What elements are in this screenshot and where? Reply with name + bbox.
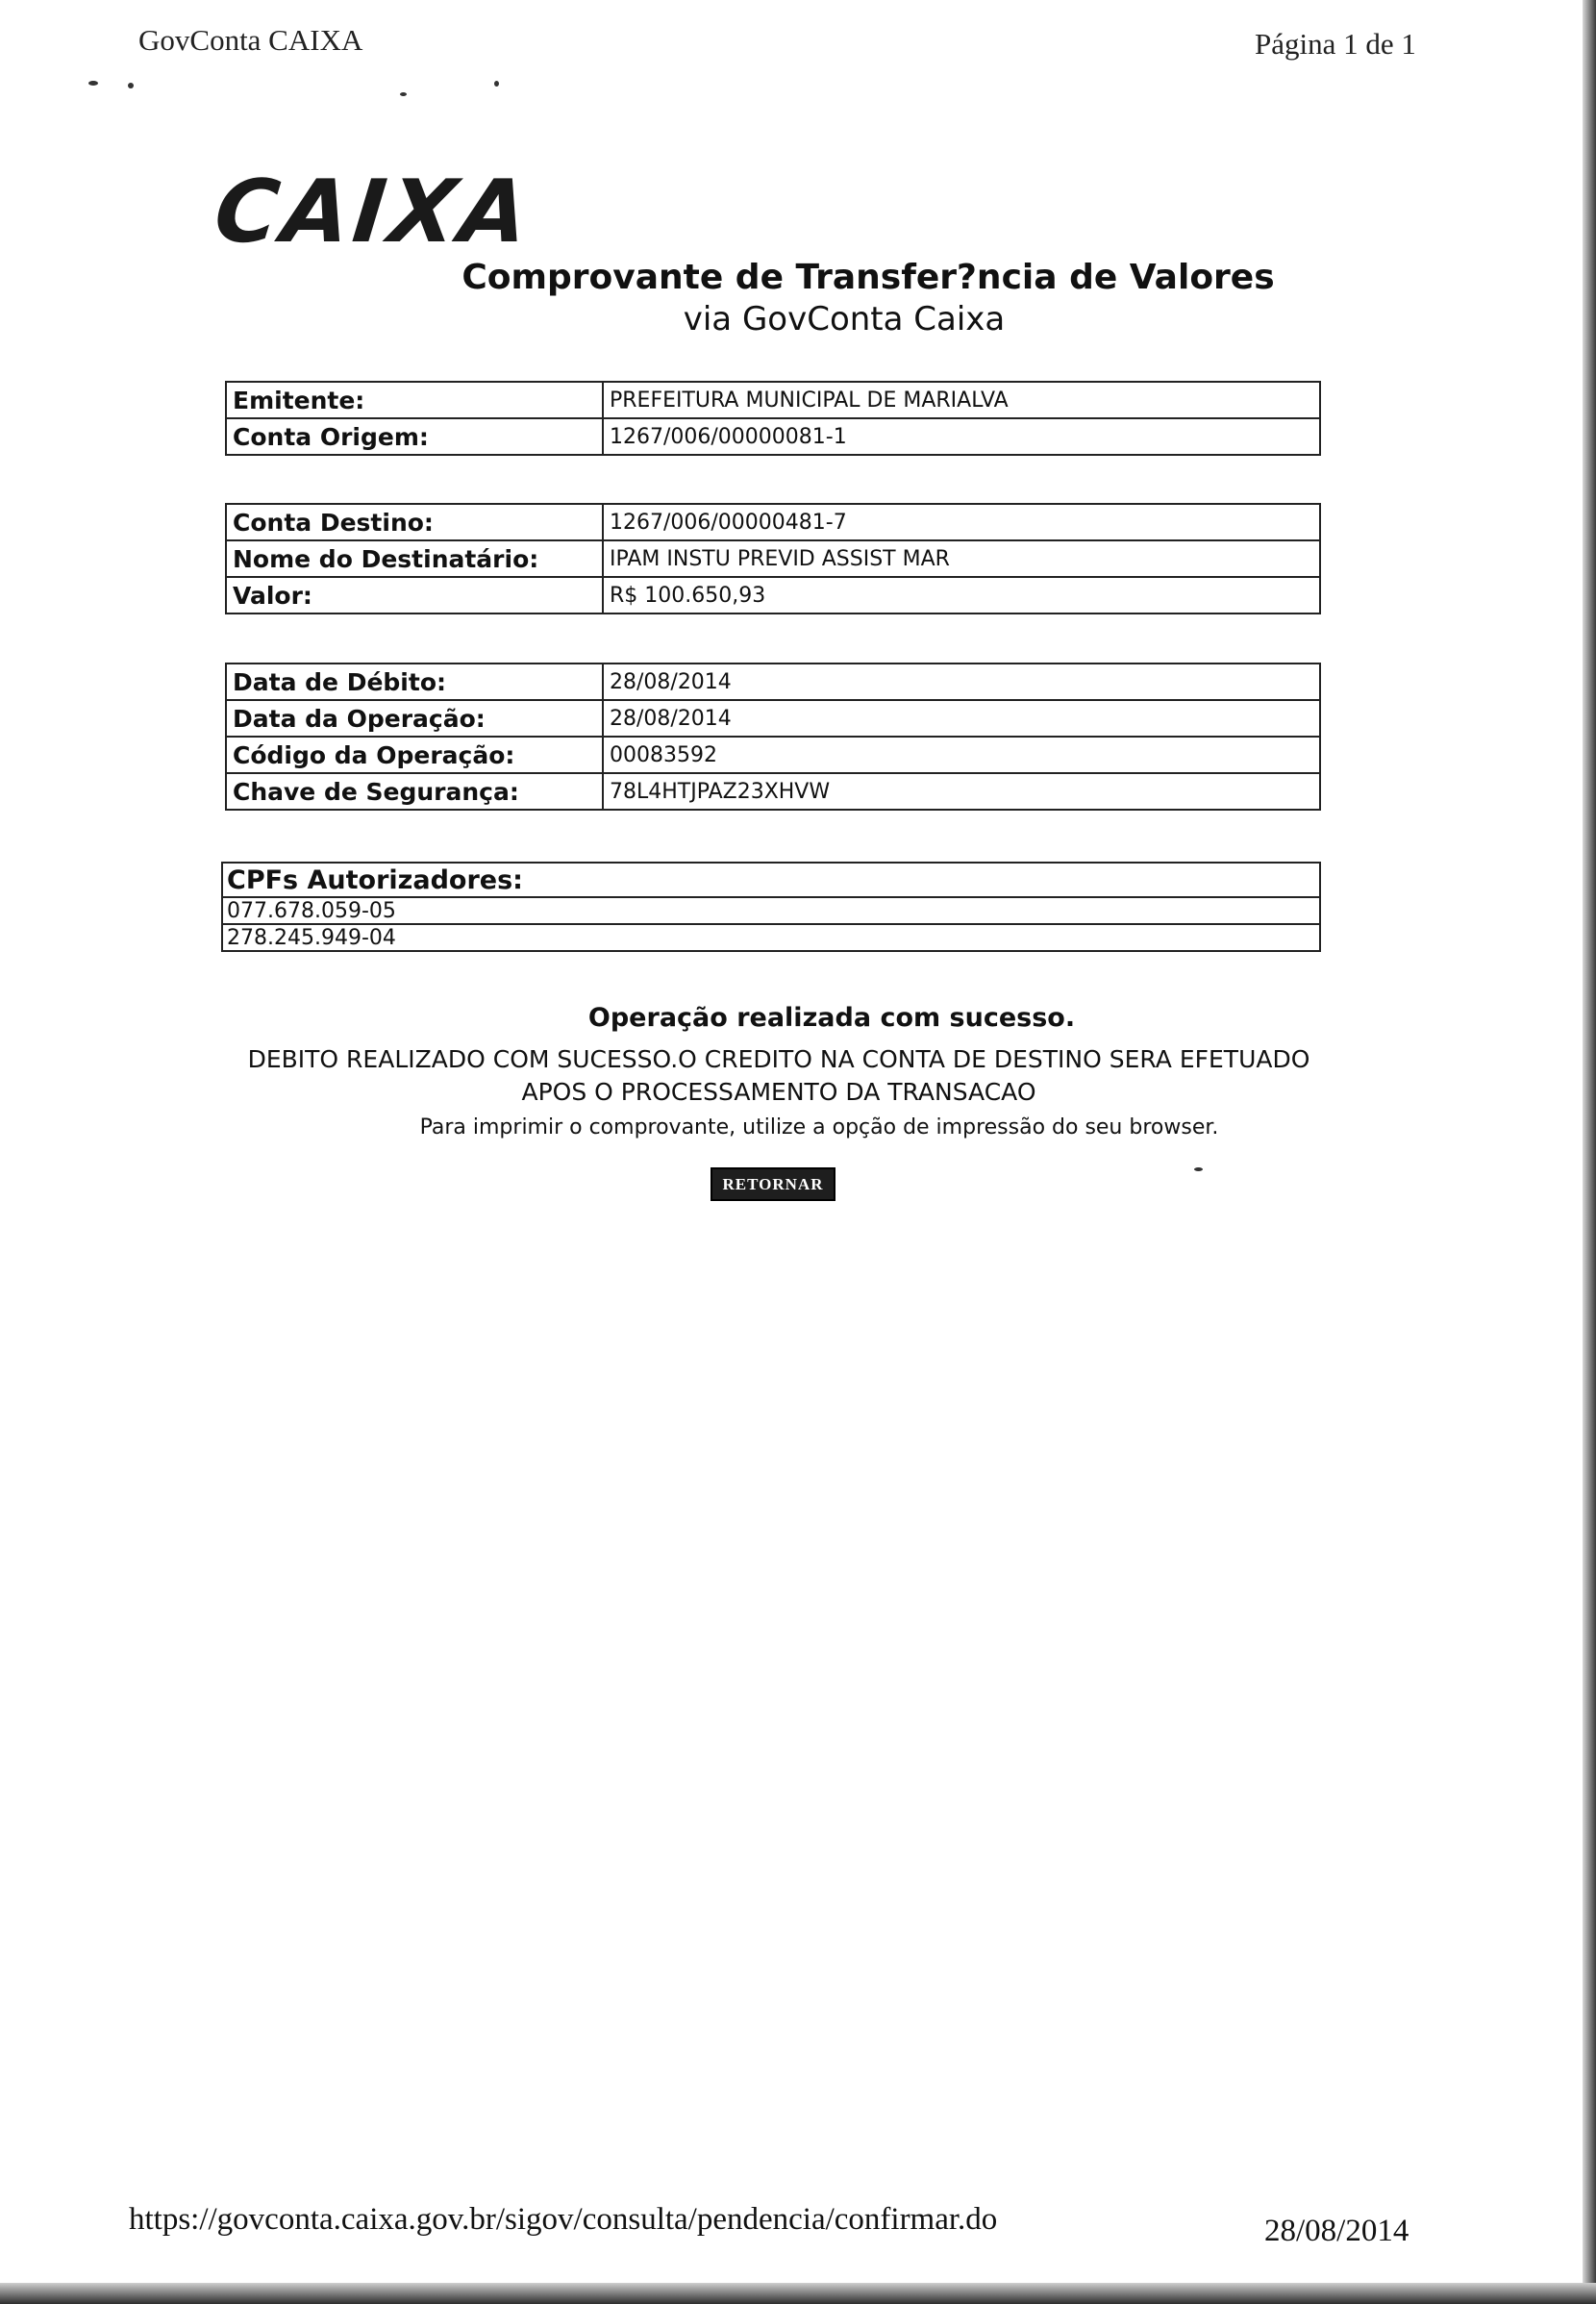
field-label: Valor:: [226, 577, 603, 614]
scan-speck: [494, 81, 499, 87]
field-label: Conta Origem:: [226, 418, 603, 455]
field-label: Código da Operação:: [226, 737, 603, 773]
print-hint: Para imprimir o comprovante, utilize a opção de impressão do seu browser.: [419, 1115, 1219, 1139]
status-message: [221, 1043, 1336, 1109]
table-row: [226, 540, 1320, 577]
field-label: Data da Operação:: [226, 700, 603, 737]
origin-table: [225, 381, 1321, 456]
page-edge-right: [1583, 0, 1596, 2304]
field-value: 28/08/2014: [603, 700, 1320, 737]
print-header-page-indicator: Página 1 de 1: [1255, 27, 1416, 61]
field-value: 1267/006/00000081-1: [603, 418, 1320, 455]
field-value: 78L4HTJPAZ23XHVW: [603, 773, 1320, 810]
table-row: [226, 577, 1320, 614]
table-row: [226, 504, 1320, 540]
status-headline: Operação realizada com sucesso.: [587, 1003, 1076, 1033]
page-title: Comprovante de Transfer?ncia de Valores: [461, 258, 1275, 297]
caixa-logo: CAIXA: [210, 162, 536, 263]
destination-table: [225, 503, 1321, 614]
field-value: IPAM INSTU PREVID ASSIST MAR: [603, 540, 1320, 577]
field-value: R$ 100.650,93: [603, 577, 1320, 614]
authorizers-table: [221, 862, 1321, 952]
field-label: Conta Destino:: [226, 504, 603, 540]
field-value: 1267/006/00000481-7: [603, 504, 1320, 540]
table-row: [226, 664, 1320, 700]
print-footer-date: 28/08/2014: [1264, 2214, 1409, 2248]
cpf-value: 077.678.059-05: [222, 897, 1320, 924]
table-row: [226, 773, 1320, 810]
table-row: [226, 418, 1320, 455]
field-label: Emitente:: [226, 382, 603, 418]
field-value: 00083592: [603, 737, 1320, 773]
field-value: PREFEITURA MUNICIPAL DE MARIALVA: [603, 382, 1320, 418]
scan-speck: [1194, 1167, 1203, 1171]
page-subtitle: via GovConta Caixa: [683, 300, 1006, 338]
table-row: [222, 897, 1320, 924]
table-header-row: [222, 863, 1320, 897]
retornar-button[interactable]: RETORNAR: [711, 1167, 835, 1201]
scan-speck: [128, 83, 134, 88]
print-header-title: GovConta CAIXA: [138, 23, 363, 57]
table-row: [226, 700, 1320, 737]
field-label: Data de Débito:: [226, 664, 603, 700]
cpf-value: 278.245.949-04: [222, 924, 1320, 951]
field-label: Nome do Destinatário:: [226, 540, 603, 577]
status-message-line: APOS O PROCESSAMENTO DA TRANSACAO: [521, 1078, 1036, 1106]
scan-speck: [88, 81, 98, 86]
status-message-line: DEBITO REALIZADO COM SUCESSO.O CREDITO NA CONTA DE DESTINO SERA EFETUADO: [247, 1045, 1310, 1073]
table-row: [226, 382, 1320, 418]
operation-table: [225, 663, 1321, 811]
print-footer-url: https://govconta.caixa.gov.br/sigov/consulta/pendencia/confirmar.do: [129, 2202, 998, 2237]
scan-speck: [400, 92, 407, 96]
authorizers-header: CPFs Autorizadores:: [222, 863, 1320, 897]
table-row: [222, 924, 1320, 951]
field-value: 28/08/2014: [603, 664, 1320, 700]
field-label: Chave de Segurança:: [226, 773, 603, 810]
table-row: [226, 737, 1320, 773]
page-edge-bottom: [0, 2283, 1596, 2304]
